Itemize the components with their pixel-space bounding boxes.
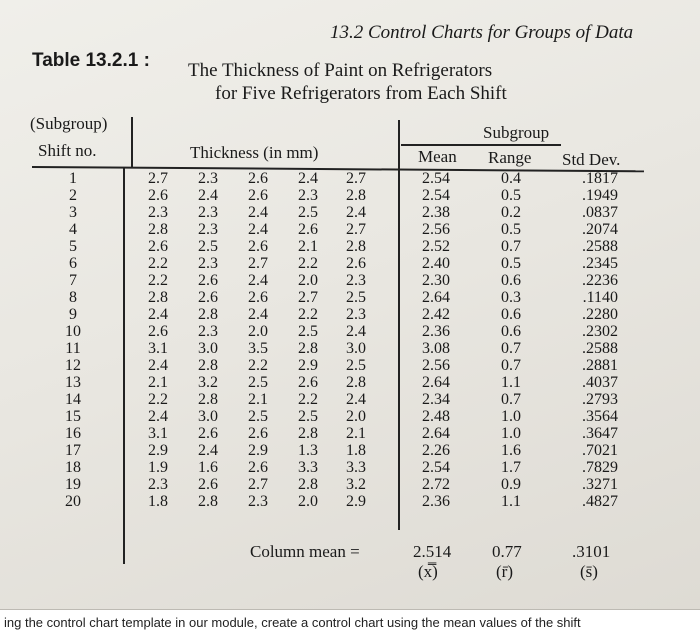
thickness-cell: 3.1 bbox=[148, 425, 168, 442]
mean-cell: 2.56 bbox=[422, 357, 450, 374]
thickness-cell: 2.2 bbox=[148, 272, 168, 289]
range-cell: 0.4 bbox=[501, 170, 521, 187]
thickness-cell: 1.8 bbox=[148, 493, 168, 510]
std-dev-cell: .1949 bbox=[582, 187, 618, 204]
thickness-cell: 2.1 bbox=[248, 391, 268, 408]
thickness-cell: 2.6 bbox=[198, 476, 218, 493]
column-thickness-2 bbox=[198, 170, 218, 510]
thickness-cell: 2.4 bbox=[148, 408, 168, 425]
mean-cell: 2.54 bbox=[422, 187, 450, 204]
std-dev-cell: .7829 bbox=[582, 459, 618, 476]
range-cell: 0.6 bbox=[501, 323, 521, 340]
thickness-cell: 2.4 bbox=[248, 204, 268, 221]
thickness-cell: 2.6 bbox=[248, 289, 268, 306]
thickness-cell: 2.1 bbox=[298, 238, 318, 255]
thickness-cell: 2.5 bbox=[248, 408, 268, 425]
thickness-cell: 2.8 bbox=[198, 306, 218, 323]
column-divider-left bbox=[123, 168, 125, 564]
thickness-cell: 2.4 bbox=[346, 323, 366, 340]
thickness-cell: 2.1 bbox=[346, 425, 366, 442]
std-dev-cell: .3647 bbox=[582, 425, 618, 442]
thickness-cell: 2.3 bbox=[298, 187, 318, 204]
std-dev-cell: .7021 bbox=[582, 442, 618, 459]
std-dev-cell: .2588 bbox=[582, 340, 618, 357]
column-thickness-1 bbox=[148, 170, 168, 510]
range-cell: 0.2 bbox=[501, 204, 521, 221]
range-cell: 0.5 bbox=[501, 255, 521, 272]
thickness-cell: 2.8 bbox=[198, 357, 218, 374]
thickness-cell: 2.6 bbox=[248, 459, 268, 476]
range-cell: 0.5 bbox=[501, 221, 521, 238]
thickness-cell: 2.5 bbox=[298, 204, 318, 221]
thickness-cell: 2.8 bbox=[198, 493, 218, 510]
thickness-cell: 2.3 bbox=[148, 204, 168, 221]
subgroup-rule bbox=[401, 144, 561, 146]
mean-cell: 2.40 bbox=[422, 255, 450, 272]
mean-cell: 2.36 bbox=[422, 493, 450, 510]
shift-cell: 12 bbox=[65, 357, 81, 374]
thickness-cell: 2.3 bbox=[198, 323, 218, 340]
thickness-cell: 2.4 bbox=[198, 187, 218, 204]
range-cell: 0.7 bbox=[501, 357, 521, 374]
thickness-cell: 1.6 bbox=[198, 459, 218, 476]
table-title-line-2: for Five Refrigerators from Each Shift bbox=[215, 83, 507, 104]
question-text-strip: ing the control chart template in our module, create a control chart using the mean values of the shift bbox=[0, 610, 700, 633]
shift-cell: 15 bbox=[65, 408, 81, 425]
thickness-cell: 2.3 bbox=[346, 306, 366, 323]
range-cell: 0.9 bbox=[501, 476, 521, 493]
thickness-cell: 2.6 bbox=[248, 425, 268, 442]
thickness-cell: 2.7 bbox=[248, 255, 268, 272]
shift-cell: 19 bbox=[65, 476, 81, 493]
range-cell: 0.6 bbox=[501, 272, 521, 289]
column-mean bbox=[422, 170, 450, 510]
range-cell: 0.7 bbox=[501, 238, 521, 255]
thickness-cell: 2.7 bbox=[248, 476, 268, 493]
range-cell: 0.3 bbox=[501, 289, 521, 306]
table-label: Table 13.2.1 : bbox=[32, 50, 150, 71]
header-shift-no: Shift no. bbox=[38, 141, 97, 160]
mean-cell: 3.08 bbox=[422, 340, 450, 357]
thickness-cell: 2.6 bbox=[298, 374, 318, 391]
thickness-cell: 2.7 bbox=[298, 289, 318, 306]
shift-cell: 9 bbox=[69, 306, 77, 323]
mean-std-dev-symbol: (s̄) bbox=[580, 562, 598, 581]
mean-cell: 2.56 bbox=[422, 221, 450, 238]
std-dev-cell: .4037 bbox=[582, 374, 618, 391]
thickness-cell: 2.6 bbox=[198, 272, 218, 289]
mean-range-symbol: (r̄) bbox=[496, 562, 513, 581]
thickness-cell: 2.0 bbox=[248, 323, 268, 340]
std-dev-cell: .1817 bbox=[582, 170, 618, 187]
header-std-dev: Std Dev. bbox=[562, 150, 621, 169]
shift-cell: 7 bbox=[69, 272, 77, 289]
thickness-cell: 2.9 bbox=[248, 442, 268, 459]
thickness-cell: 2.6 bbox=[298, 221, 318, 238]
std-dev-cell: .2236 bbox=[582, 272, 618, 289]
column-mean-label: Column mean = bbox=[250, 542, 360, 561]
thickness-cell: 3.1 bbox=[148, 340, 168, 357]
mean-range-value: 0.77 bbox=[492, 542, 522, 561]
thickness-cell: 2.6 bbox=[346, 255, 366, 272]
thickness-cell: 1.9 bbox=[148, 459, 168, 476]
shift-cell: 10 bbox=[65, 323, 81, 340]
column-thickness-5 bbox=[346, 170, 366, 510]
thickness-cell: 2.4 bbox=[248, 272, 268, 289]
thickness-cell: 3.2 bbox=[346, 476, 366, 493]
thickness-cell: 2.4 bbox=[198, 442, 218, 459]
thickness-cell: 2.8 bbox=[346, 187, 366, 204]
range-cell: 1.7 bbox=[501, 459, 521, 476]
column-divider-right bbox=[398, 120, 400, 530]
std-dev-cell: .2793 bbox=[582, 391, 618, 408]
mean-cell: 2.38 bbox=[422, 204, 450, 221]
range-cell: 1.1 bbox=[501, 493, 521, 510]
std-dev-cell: .3564 bbox=[582, 408, 618, 425]
mean-cell: 2.64 bbox=[422, 289, 450, 306]
thickness-cell: 2.6 bbox=[248, 187, 268, 204]
header-divider-vertical bbox=[131, 117, 133, 167]
std-dev-cell: .2074 bbox=[582, 221, 618, 238]
mean-cell: 2.36 bbox=[422, 323, 450, 340]
thickness-cell: 2.6 bbox=[148, 238, 168, 255]
thickness-cell: 2.0 bbox=[298, 493, 318, 510]
thickness-cell: 2.3 bbox=[148, 476, 168, 493]
thickness-cell: 3.0 bbox=[198, 408, 218, 425]
std-dev-cell: .2588 bbox=[582, 238, 618, 255]
thickness-cell: 2.4 bbox=[298, 170, 318, 187]
thickness-cell: 2.4 bbox=[148, 357, 168, 374]
thickness-cell: 2.5 bbox=[346, 289, 366, 306]
header-mean: Mean bbox=[418, 147, 457, 166]
thickness-cell: 2.4 bbox=[248, 306, 268, 323]
range-cell: 0.7 bbox=[501, 340, 521, 357]
mean-cell: 2.72 bbox=[422, 476, 450, 493]
thickness-cell: 2.5 bbox=[346, 357, 366, 374]
column-thickness-3 bbox=[248, 170, 268, 510]
shift-cell: 14 bbox=[65, 391, 81, 408]
shift-cell: 13 bbox=[65, 374, 81, 391]
range-cell: 1.1 bbox=[501, 374, 521, 391]
thickness-cell: 2.2 bbox=[298, 391, 318, 408]
std-dev-cell: .1140 bbox=[582, 289, 618, 306]
thickness-cell: 2.4 bbox=[346, 204, 366, 221]
header-thickness: Thickness (in mm) bbox=[190, 143, 319, 162]
thickness-cell: 2.0 bbox=[298, 272, 318, 289]
thickness-cell: 2.6 bbox=[148, 187, 168, 204]
column-thickness-4 bbox=[298, 170, 318, 510]
std-dev-cell: .2280 bbox=[582, 306, 618, 323]
thickness-cell: 3.3 bbox=[346, 459, 366, 476]
shift-cell: 16 bbox=[65, 425, 81, 442]
thickness-cell: 2.8 bbox=[298, 425, 318, 442]
grand-mean-symbol: (x̿) bbox=[418, 562, 438, 581]
shift-cell: 6 bbox=[69, 255, 77, 272]
thickness-cell: 2.4 bbox=[248, 221, 268, 238]
thickness-cell: 3.3 bbox=[298, 459, 318, 476]
range-cell: 0.6 bbox=[501, 306, 521, 323]
thickness-cell: 3.0 bbox=[198, 340, 218, 357]
thickness-cell: 2.8 bbox=[298, 340, 318, 357]
thickness-cell: 2.2 bbox=[248, 357, 268, 374]
column-shift-no bbox=[55, 170, 91, 510]
shift-cell: 18 bbox=[65, 459, 81, 476]
thickness-cell: 3.2 bbox=[198, 374, 218, 391]
thickness-cell: 2.3 bbox=[346, 272, 366, 289]
thickness-cell: 2.8 bbox=[346, 374, 366, 391]
mean-cell: 2.48 bbox=[422, 408, 450, 425]
thickness-cell: 1.3 bbox=[298, 442, 318, 459]
shift-cell: 1 bbox=[69, 170, 77, 187]
mean-cell: 2.54 bbox=[422, 459, 450, 476]
thickness-cell: 2.2 bbox=[298, 306, 318, 323]
thickness-cell: 2.8 bbox=[198, 391, 218, 408]
thickness-cell: 2.3 bbox=[198, 221, 218, 238]
thickness-cell: 2.7 bbox=[148, 170, 168, 187]
shift-cell: 8 bbox=[69, 289, 77, 306]
thickness-cell: 2.0 bbox=[346, 408, 366, 425]
std-dev-cell: .2302 bbox=[582, 323, 618, 340]
thickness-cell: 3.5 bbox=[248, 340, 268, 357]
thickness-cell: 2.6 bbox=[148, 323, 168, 340]
range-cell: 1.0 bbox=[501, 408, 521, 425]
thickness-cell: 2.3 bbox=[198, 170, 218, 187]
range-cell: 1.0 bbox=[501, 425, 521, 442]
thickness-cell: 2.8 bbox=[298, 476, 318, 493]
thickness-cell: 2.6 bbox=[248, 170, 268, 187]
range-cell: 1.6 bbox=[501, 442, 521, 459]
thickness-cell: 2.6 bbox=[198, 425, 218, 442]
std-dev-cell: .3271 bbox=[582, 476, 618, 493]
mean-std-dev-value: .3101 bbox=[572, 542, 611, 561]
column-range bbox=[501, 170, 521, 510]
thickness-cell: 2.1 bbox=[148, 374, 168, 391]
column-std-dev bbox=[556, 170, 618, 510]
thickness-cell: 2.2 bbox=[148, 255, 168, 272]
thickness-cell: 2.3 bbox=[248, 493, 268, 510]
std-dev-cell: .2345 bbox=[582, 255, 618, 272]
thickness-cell: 2.4 bbox=[148, 306, 168, 323]
thickness-cell: 2.7 bbox=[346, 221, 366, 238]
thickness-cell: 2.3 bbox=[198, 255, 218, 272]
thickness-cell: 2.8 bbox=[148, 289, 168, 306]
mean-cell: 2.64 bbox=[422, 374, 450, 391]
thickness-cell: 1.8 bbox=[346, 442, 366, 459]
thickness-cell: 2.7 bbox=[346, 170, 366, 187]
mean-cell: 2.64 bbox=[422, 425, 450, 442]
thickness-cell: 2.5 bbox=[198, 238, 218, 255]
std-dev-cell: .2881 bbox=[582, 357, 618, 374]
std-dev-cell: .4827 bbox=[582, 493, 618, 510]
thickness-cell: 2.5 bbox=[298, 323, 318, 340]
shift-cell: 11 bbox=[65, 340, 81, 357]
thickness-cell: 2.2 bbox=[298, 255, 318, 272]
range-cell: 0.5 bbox=[501, 187, 521, 204]
thickness-cell: 2.4 bbox=[346, 391, 366, 408]
thickness-cell: 2.6 bbox=[198, 289, 218, 306]
shift-cell: 17 bbox=[65, 442, 81, 459]
thickness-cell: 2.9 bbox=[148, 442, 168, 459]
header-range: Range bbox=[488, 148, 532, 167]
thickness-cell: 2.9 bbox=[346, 493, 366, 510]
thickness-cell: 2.3 bbox=[198, 204, 218, 221]
mean-cell: 2.26 bbox=[422, 442, 450, 459]
thickness-cell: 2.6 bbox=[248, 238, 268, 255]
thickness-cell: 2.9 bbox=[298, 357, 318, 374]
running-head: 13.2 Control Charts for Groups of Data bbox=[330, 22, 634, 43]
thickness-cell: 2.8 bbox=[346, 238, 366, 255]
std-dev-cell: .0837 bbox=[582, 204, 618, 221]
shift-cell: 20 bbox=[65, 493, 81, 510]
thickness-cell: 2.5 bbox=[248, 374, 268, 391]
thickness-cell: 2.5 bbox=[298, 408, 318, 425]
range-cell: 0.7 bbox=[501, 391, 521, 408]
shift-cell: 5 bbox=[69, 238, 77, 255]
shift-cell: 4 bbox=[69, 221, 77, 238]
mean-cell: 2.30 bbox=[422, 272, 450, 289]
mean-cell: 2.34 bbox=[422, 391, 450, 408]
thickness-cell: 2.2 bbox=[148, 391, 168, 408]
mean-cell: 2.42 bbox=[422, 306, 450, 323]
mean-cell: 2.54 bbox=[422, 170, 450, 187]
grand-mean-value: 2.514 bbox=[413, 542, 452, 561]
header-subgroup-paren: (Subgroup) bbox=[30, 114, 108, 133]
header-subgroup: Subgroup bbox=[483, 123, 550, 142]
shift-cell: 2 bbox=[69, 187, 77, 204]
shift-cell: 3 bbox=[69, 204, 77, 221]
thickness-cell: 3.0 bbox=[346, 340, 366, 357]
table-title-line-1: The Thickness of Paint on Refrigerators bbox=[188, 60, 493, 81]
thickness-cell: 2.8 bbox=[148, 221, 168, 238]
mean-cell: 2.52 bbox=[422, 238, 450, 255]
